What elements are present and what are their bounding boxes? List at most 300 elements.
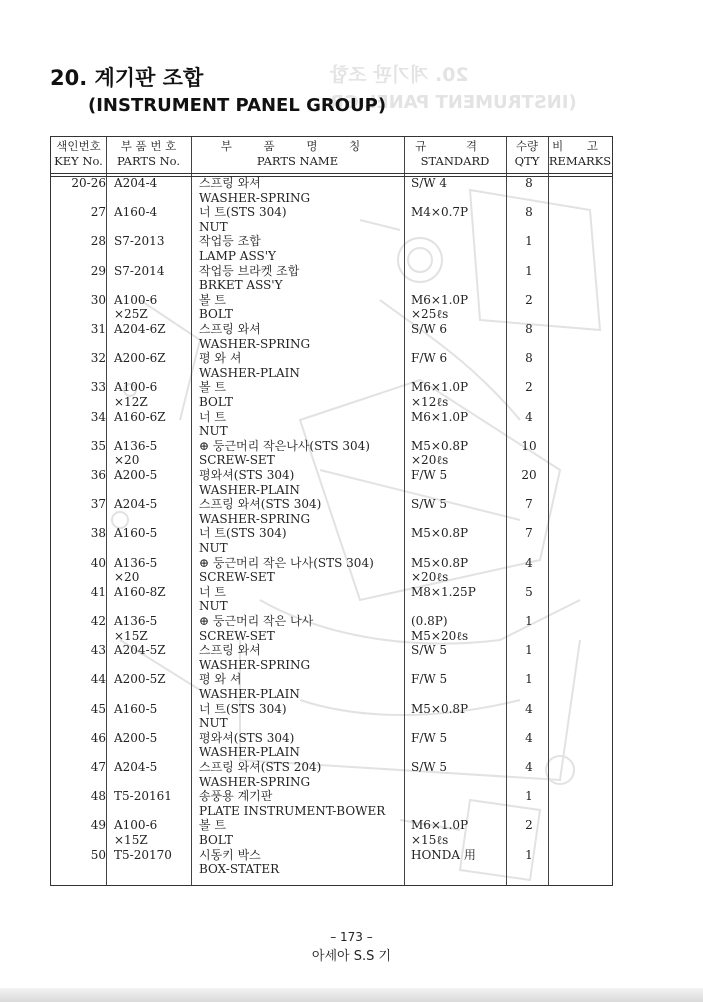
header-part-no-ko: 부 품 번 호 (120, 139, 177, 153)
part-name-cell-line: WASHER-SPRING (199, 657, 311, 672)
part-number-cell (114, 789, 172, 804)
qty-cell-line: 1 (525, 234, 533, 249)
key-cell-line: 30 (90, 292, 106, 307)
key-cell-line: 44 (90, 672, 106, 687)
standard-cell-line: S/W 5 (411, 643, 448, 658)
part-name-cell (199, 351, 300, 380)
header-part-no-en: PARTS No. (116, 154, 181, 168)
part-name-cell (199, 702, 287, 731)
part-number-cell (114, 234, 164, 249)
qty-cell-line: 1 (525, 789, 533, 804)
standard-cell-line: ×20ℓs (411, 453, 449, 468)
table-row (50, 380, 613, 410)
qty-cell-line: 4 (525, 409, 533, 424)
part-name-cell (199, 556, 374, 585)
header-qty (506, 139, 548, 173)
part-name-cell-line: NUT (199, 540, 228, 555)
part-number-cell (114, 760, 157, 775)
part-name-cell-line: BOLT (199, 394, 233, 409)
qty-cell (512, 293, 546, 308)
part-number-cell-line: A204-5Z (114, 643, 166, 658)
part-number-cell (114, 380, 157, 409)
part-number-cell-line: ×20 (114, 453, 140, 468)
section-title-korean: 20. 계기판 조합 (50, 66, 204, 90)
part-name-cell (199, 585, 228, 614)
part-name-cell-line: 평와셔(STS 304) (199, 730, 295, 745)
qty-cell (512, 818, 546, 833)
part-name-cell-line: 스프링 와셔 (199, 643, 261, 658)
qty-cell-line: 7 (525, 526, 533, 541)
part-number-cell-line: A160-4 (114, 205, 158, 220)
part-number-cell-line: T5-20161 (114, 789, 172, 804)
section-title-english: (INSTRUMENT PANEL GROUP) (88, 95, 387, 116)
qty-cell (512, 410, 546, 425)
standard-cell-line: M6×1.0P (411, 409, 469, 424)
part-name-cell-line: 스프링 와셔 (199, 322, 261, 336)
part-name-cell-line: SCREW-SET (199, 570, 275, 585)
standard-cell (411, 614, 468, 643)
key-cell-line: 43 (90, 643, 106, 658)
qty-cell (512, 351, 546, 366)
part-name-cell (199, 322, 310, 351)
key-cell-line: 34 (90, 409, 106, 424)
part-name-cell (199, 731, 300, 760)
part-number-cell-line: A204-5 (114, 760, 158, 774)
standard-cell (411, 643, 447, 658)
key-cell (54, 760, 106, 775)
standard-cell (411, 322, 447, 337)
standard-cell (411, 351, 447, 366)
part-name-cell-line: LAMP ASS'Y (199, 248, 276, 263)
qty-cell-line: 10 (521, 438, 537, 453)
standard-cell-line: ×20ℓs (411, 570, 449, 585)
standard-cell (411, 702, 468, 717)
part-number-cell-line: A100-6 (114, 818, 158, 833)
part-number-cell-line: A136-5 (114, 438, 158, 453)
table-row (50, 818, 613, 848)
qty-cell (512, 585, 546, 600)
part-name-cell-line: WASHER-SPRING (199, 190, 311, 205)
qty-cell-line: 1 (525, 263, 533, 278)
table-row (50, 731, 613, 761)
part-name-cell (199, 789, 385, 818)
part-name-cell (199, 643, 310, 672)
table-row (50, 672, 613, 702)
part-name-cell (199, 439, 370, 468)
standard-cell (411, 205, 468, 220)
header-standard (404, 139, 506, 173)
standard-cell-line: M4×0.7P (411, 205, 469, 220)
qty-cell-line: 4 (525, 730, 533, 745)
part-name-cell (199, 497, 321, 526)
qty-cell (512, 731, 546, 746)
part-name-cell (199, 205, 287, 234)
part-number-cell (114, 643, 166, 658)
qty-cell-line: 8 (525, 322, 533, 336)
key-cell (54, 818, 106, 833)
part-number-cell-line: A100-6 (114, 380, 158, 395)
part-number-cell-line: A200-6Z (114, 351, 166, 366)
part-number-cell-line: ×15Z (114, 628, 148, 643)
key-cell (54, 468, 106, 483)
standard-cell-line: HONDA 用 (411, 847, 476, 862)
standard-cell (411, 672, 447, 687)
key-cell (54, 322, 106, 337)
standard-cell (411, 526, 468, 541)
part-number-cell (114, 497, 157, 512)
part-number-cell (114, 818, 157, 847)
qty-cell (512, 556, 546, 571)
table-row (50, 351, 613, 381)
key-cell-line: 49 (90, 818, 106, 833)
table-row (50, 293, 613, 323)
standard-cell-line: ×25ℓs (411, 307, 449, 322)
standard-cell-line: S/W 4 (411, 176, 448, 190)
qty-cell-line: 7 (525, 497, 533, 512)
part-name-cell-line: 볼 트 (199, 380, 226, 395)
key-cell (54, 731, 106, 746)
qty-cell-line: 1 (525, 672, 533, 687)
table-row (50, 322, 613, 352)
part-number-cell-line: A204-4 (114, 176, 158, 190)
key-cell-line: 42 (90, 614, 106, 628)
part-name-cell-line: BOLT (199, 307, 233, 322)
qty-cell-line: 4 (525, 760, 533, 774)
qty-cell (512, 205, 546, 220)
part-number-cell (114, 293, 157, 322)
key-cell-line: 40 (90, 555, 106, 570)
show-through-title-line2: (INSTRUMENT PANEL GR (330, 92, 577, 113)
qty-cell-line: 1 (525, 614, 533, 628)
table-row (50, 556, 613, 586)
standard-cell (411, 497, 447, 512)
part-number-cell (114, 556, 157, 585)
part-name-cell-line: 볼 트 (199, 818, 226, 833)
part-name-cell-line: 너 트(STS 304) (199, 205, 287, 220)
qty-cell-line: 20 (521, 468, 537, 482)
part-name-cell-line: 스프링 와셔(STS 304) (199, 497, 322, 512)
part-name-cell-line: 스프링 와셔 (199, 176, 261, 190)
qty-cell (512, 526, 546, 541)
qty-cell (512, 702, 546, 717)
standard-cell (411, 818, 468, 847)
header-part-name (191, 139, 404, 173)
part-number-cell-line: ×15Z (114, 832, 148, 847)
standard-cell-line: M5×0.8P (411, 438, 469, 453)
part-name-cell-line: PLATE INSTRUMENT-BOWER (199, 803, 386, 818)
standard-cell-line: F/W 5 (411, 468, 448, 482)
standard-cell (411, 468, 447, 483)
key-cell-line: 27 (90, 205, 106, 220)
standard-cell (411, 410, 468, 425)
qty-cell (512, 439, 546, 454)
part-number-cell (114, 468, 157, 483)
part-number-cell (114, 702, 157, 717)
part-name-cell-line: WASHER-PLAIN (199, 482, 300, 497)
standard-cell-line: S/W 5 (411, 497, 448, 512)
qty-cell-line: 8 (525, 205, 533, 220)
part-name-cell-line: SCREW-SET (199, 628, 275, 643)
key-cell (54, 205, 106, 220)
part-name-cell-line: WASHER-SPRING (199, 336, 311, 351)
part-name-cell-line: 평 와 셔 (199, 672, 242, 687)
key-cell (54, 234, 106, 249)
part-number-cell-line: A160-5 (114, 701, 158, 716)
key-cell-line: 38 (90, 526, 106, 541)
table-row (50, 614, 613, 644)
part-number-cell (114, 731, 157, 746)
standard-cell-line: M6×1.0P (411, 292, 469, 307)
qty-cell-line: 8 (525, 176, 533, 190)
part-name-cell-line: BRKET ASS'Y (199, 278, 283, 293)
standard-cell (411, 760, 447, 775)
header-remarks (548, 139, 612, 173)
standard-cell (411, 585, 476, 600)
part-number-cell (114, 526, 157, 541)
part-name-cell-line: 너 트 (199, 409, 226, 424)
key-cell-line: 47 (90, 760, 106, 774)
standard-cell-line: ×15ℓs (411, 832, 449, 847)
qty-cell (512, 848, 546, 863)
part-name-cell (199, 526, 287, 555)
part-name-cell-line: 작업등 조합 (199, 234, 261, 249)
part-number-cell-line: A136-5 (114, 614, 158, 628)
standard-cell-line: F/W 5 (411, 730, 448, 745)
qty-cell-line: 4 (525, 701, 533, 716)
standard-cell (411, 848, 476, 863)
qty-cell (512, 643, 546, 658)
show-through-title-line1: 20. 계기판 조합 (330, 64, 469, 86)
part-name-cell-line: WASHER-PLAIN (199, 745, 300, 760)
header-standard-en: STANDARD (420, 154, 490, 168)
key-cell (54, 848, 106, 863)
header-key (51, 139, 106, 173)
table-row (50, 439, 613, 469)
header-part-no (106, 139, 191, 173)
standard-cell-line: F/W 5 (411, 672, 448, 687)
standard-cell-line: F/W 6 (411, 351, 448, 366)
key-cell (54, 585, 106, 600)
part-number-cell (114, 585, 166, 600)
qty-cell-line: 8 (525, 351, 533, 366)
part-number-cell-line: ×20 (114, 570, 140, 585)
part-name-cell-line: ⊕ 둥근머리 작은나사(STS 304) (199, 438, 370, 453)
part-name-cell (199, 264, 299, 293)
part-number-cell-line: A200-5 (114, 730, 158, 745)
part-number-cell-line: A160-8Z (114, 584, 166, 599)
key-cell-line: 37 (90, 497, 106, 512)
part-name-cell-line: 평와셔(STS 304) (199, 468, 295, 482)
part-name-cell-line: WASHER-PLAIN (199, 686, 300, 701)
qty-cell-line: 1 (525, 643, 533, 658)
key-cell (54, 672, 106, 687)
key-cell-line: 45 (90, 701, 106, 716)
part-name-cell (199, 176, 310, 205)
part-number-cell-line: A160-6Z (114, 409, 166, 424)
key-cell (54, 702, 106, 717)
part-name-cell (199, 293, 233, 322)
key-cell-line: 48 (90, 789, 106, 804)
part-name-cell-line: 너 트(STS 304) (199, 526, 287, 541)
part-name-cell-line: WASHER-SPRING (199, 774, 311, 789)
part-number-cell-line: S7-2013 (114, 234, 165, 249)
key-cell-line: 50 (90, 847, 106, 862)
part-name-cell (199, 410, 228, 439)
part-name-cell (199, 380, 233, 409)
table-row (50, 410, 613, 440)
standard-cell-line: M5×20ℓs (411, 628, 469, 643)
part-name-cell-line: 너 트 (199, 584, 226, 599)
part-number-cell (114, 410, 166, 425)
part-number-cell-line: A200-5 (114, 468, 158, 482)
standard-cell-line: M6×1.0P (411, 380, 469, 395)
part-number-cell (114, 264, 164, 279)
part-name-cell-line: BOX-STATER (199, 862, 280, 877)
qty-cell (512, 497, 546, 512)
scan-edge-shadow (0, 988, 703, 1002)
qty-cell (512, 380, 546, 395)
table-row (50, 497, 613, 527)
table-row (50, 205, 613, 235)
part-name-cell-line: NUT (199, 219, 228, 234)
standard-cell-line: M5×0.8P (411, 526, 469, 541)
qty-cell (512, 234, 546, 249)
section-title (50, 64, 386, 120)
part-number-cell-line: S7-2014 (114, 263, 165, 278)
part-name-cell-line: BOLT (199, 832, 233, 847)
part-name-cell-line: NUT (199, 424, 228, 439)
standard-cell-line: M6×1.0P (411, 818, 469, 833)
part-name-cell (199, 672, 300, 701)
qty-cell-line: 2 (525, 380, 533, 395)
standard-cell-line: S/W 6 (411, 322, 448, 336)
standard-cell (411, 293, 468, 322)
part-name-cell (199, 818, 233, 847)
key-cell-line: 41 (90, 584, 106, 599)
part-name-cell-line: 볼 트 (199, 292, 226, 307)
part-number-cell (114, 439, 157, 468)
key-cell-line: 31 (90, 322, 106, 336)
standard-cell-line: S/W 5 (411, 760, 448, 774)
part-name-cell-line: 스프링 와셔(STS 204) (199, 760, 322, 774)
header-qty-en: QTY (514, 154, 540, 168)
key-cell (54, 264, 106, 279)
standard-cell (411, 731, 447, 746)
part-number-cell-line: ×25Z (114, 307, 148, 322)
part-name-cell-line: 시동키 박스 (199, 847, 261, 862)
table-row (50, 789, 613, 819)
header-remarks-ko: 비 고 (552, 139, 608, 153)
part-number-cell (114, 176, 157, 191)
part-name-cell-line: WASHER-SPRING (199, 511, 311, 526)
part-name-cell (199, 848, 279, 877)
header-divider (51, 173, 612, 174)
part-name-cell (199, 760, 321, 789)
standard-cell-line: M5×0.8P (411, 701, 469, 716)
part-name-cell-line: NUT (199, 599, 228, 614)
part-name-cell-line: WASHER-PLAIN (199, 365, 300, 380)
key-cell-line: 29 (90, 263, 106, 278)
part-name-cell-line: ⊕ 둥근머리 작은 나사(STS 304) (199, 555, 374, 570)
key-cell (54, 410, 106, 425)
key-cell (54, 439, 106, 454)
key-cell (54, 497, 106, 512)
table-row (50, 234, 613, 264)
standard-cell-line: M8×1.25P (411, 584, 476, 599)
table-row (50, 176, 613, 206)
part-name-cell-line: 평 와 셔 (199, 351, 242, 366)
key-cell (54, 380, 106, 395)
part-number-cell-line: A136-5 (114, 555, 158, 570)
part-number-cell (114, 614, 157, 643)
header-part-name-en: PARTS NAME (256, 154, 339, 168)
key-cell-line: 33 (90, 380, 106, 395)
part-name-cell-line: 작업등 브라켓 조합 (199, 263, 300, 278)
qty-cell-line: 2 (525, 292, 533, 307)
part-number-cell (114, 672, 166, 687)
table-row (50, 585, 613, 615)
key-cell-line: 28 (90, 234, 106, 249)
part-number-cell-line: A204-6Z (114, 322, 166, 336)
table-row (50, 468, 613, 498)
header-key-ko: 색인번호 (56, 139, 101, 153)
part-number-cell-line: ×12Z (114, 394, 148, 409)
key-cell-line: 20-26 (71, 176, 106, 190)
part-number-cell-line: T5-20170 (114, 847, 172, 862)
key-cell-line: 46 (90, 730, 106, 745)
part-number-cell-line: A200-5Z (114, 672, 166, 687)
table-row (50, 526, 613, 556)
key-cell (54, 293, 106, 308)
qty-cell (512, 468, 546, 483)
page-number: – 173 – (330, 930, 373, 944)
book-title: 아세아 S.S 기 (311, 949, 392, 964)
qty-cell (512, 322, 546, 337)
table-row (50, 848, 613, 878)
part-name-cell-line: 송풍용 계기판 (199, 789, 273, 804)
qty-cell-line: 5 (525, 584, 533, 599)
part-number-cell-line: A160-5 (114, 526, 158, 541)
header-standard-ko: 규 격 (415, 139, 495, 153)
part-number-cell (114, 205, 157, 220)
header-qty-ko: 수량 (515, 139, 539, 153)
part-name-cell-line: ⊕ 둥근머리 작은 나사 (199, 614, 314, 628)
part-name-cell-line: 너 트(STS 304) (199, 701, 287, 716)
key-cell (54, 643, 106, 658)
key-cell (54, 351, 106, 366)
header-key-en: KEY No. (54, 154, 103, 168)
key-cell (54, 176, 106, 191)
qty-cell (512, 176, 546, 191)
part-number-cell (114, 848, 172, 863)
header-part-name-ko: 부 품 명 칭 (220, 139, 375, 153)
qty-cell-line: 1 (525, 847, 533, 862)
part-name-cell-line: NUT (199, 716, 228, 731)
part-number-cell-line: A204-5 (114, 497, 158, 512)
standard-cell-line: M5×0.8P (411, 555, 469, 570)
standard-cell-line: (0.8P) (411, 614, 448, 628)
table-row (50, 760, 613, 790)
part-name-cell (199, 234, 276, 263)
part-name-cell (199, 614, 313, 643)
table-row (50, 643, 613, 673)
qty-cell-line: 4 (525, 555, 533, 570)
part-number-cell (114, 322, 166, 337)
qty-cell (512, 789, 546, 804)
qty-cell-line: 2 (525, 818, 533, 833)
qty-cell (512, 264, 546, 279)
qty-cell (512, 614, 546, 629)
